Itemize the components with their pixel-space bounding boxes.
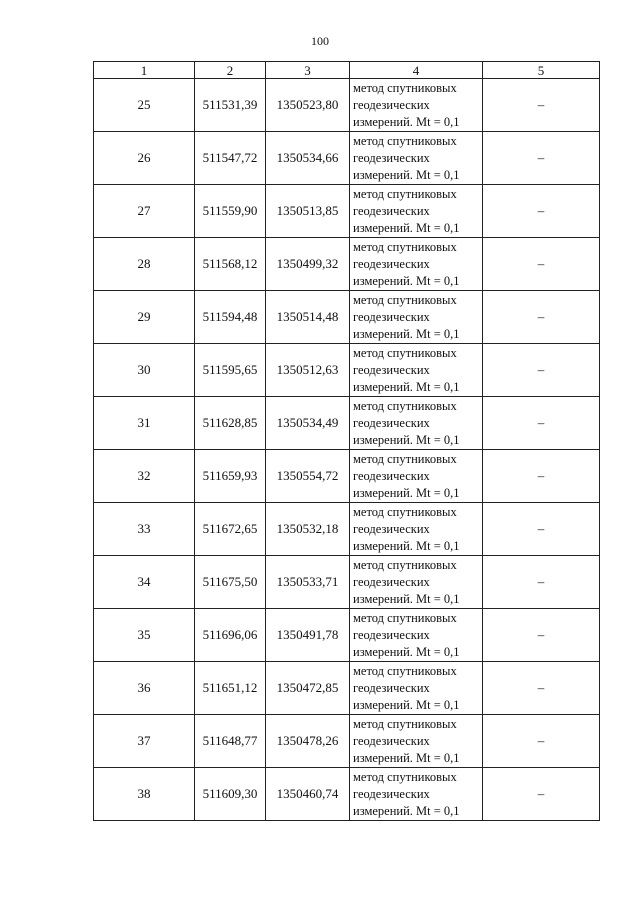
table-row bbox=[94, 397, 600, 450]
note-cell: – bbox=[483, 185, 600, 238]
table-row bbox=[94, 609, 600, 662]
x-coordinate-cell: 511651,12 bbox=[195, 662, 266, 715]
method-line: измерений. Mt = 0,1 bbox=[353, 485, 460, 500]
y-coordinate-cell: 1350534,66 bbox=[266, 132, 350, 185]
method-line: метод спутниковых bbox=[353, 451, 457, 466]
point-number-cell: 36 bbox=[94, 662, 195, 715]
method-cell bbox=[350, 556, 483, 609]
point-number-cell: 30 bbox=[94, 344, 195, 397]
method-line: геодезических bbox=[353, 733, 430, 748]
y-coordinate-cell: 1350554,72 bbox=[266, 450, 350, 503]
point-number-cell: 26 bbox=[94, 132, 195, 185]
table-row bbox=[94, 291, 600, 344]
method-cell bbox=[350, 291, 483, 344]
x-coordinate-cell: 511531,39 bbox=[195, 79, 266, 132]
method-cell bbox=[350, 132, 483, 185]
point-number-cell: 37 bbox=[94, 715, 195, 768]
method-line: метод спутниковых bbox=[353, 504, 457, 519]
method-line: измерений. Mt = 0,1 bbox=[353, 114, 460, 129]
method-line: измерений. Mt = 0,1 bbox=[353, 538, 460, 553]
column-header-5: 5 bbox=[483, 62, 600, 79]
point-number-cell: 25 bbox=[94, 79, 195, 132]
note-cell: – bbox=[483, 662, 600, 715]
point-number-cell: 33 bbox=[94, 503, 195, 556]
method-line: геодезических bbox=[353, 627, 430, 642]
method-line: измерений. Mt = 0,1 bbox=[353, 591, 460, 606]
x-coordinate-cell: 511559,90 bbox=[195, 185, 266, 238]
point-number-cell: 31 bbox=[94, 397, 195, 450]
method-line: измерений. Mt = 0,1 bbox=[353, 432, 460, 447]
method-line: геодезических bbox=[353, 786, 430, 801]
y-coordinate-cell: 1350514,48 bbox=[266, 291, 350, 344]
table-row bbox=[94, 556, 600, 609]
method-cell bbox=[350, 79, 483, 132]
method-line: геодезических bbox=[353, 203, 430, 218]
table-row bbox=[94, 715, 600, 768]
method-line: измерений. Mt = 0,1 bbox=[353, 644, 460, 659]
y-coordinate-cell: 1350523,80 bbox=[266, 79, 350, 132]
table-row bbox=[94, 185, 600, 238]
column-header-1: 1 bbox=[94, 62, 195, 79]
method-line: геодезических bbox=[353, 680, 430, 695]
note-cell: – bbox=[483, 450, 600, 503]
method-line: геодезических bbox=[353, 415, 430, 430]
note-cell: – bbox=[483, 397, 600, 450]
method-cell bbox=[350, 768, 483, 821]
method-cell bbox=[350, 185, 483, 238]
point-number-cell: 35 bbox=[94, 609, 195, 662]
x-coordinate-cell: 511547,72 bbox=[195, 132, 266, 185]
method-line: геодезических bbox=[353, 574, 430, 589]
method-line: измерений. Mt = 0,1 bbox=[353, 167, 460, 182]
x-coordinate-cell: 511675,50 bbox=[195, 556, 266, 609]
table-row bbox=[94, 503, 600, 556]
table-row bbox=[94, 768, 600, 821]
method-line: геодезических bbox=[353, 309, 430, 324]
point-number-cell: 32 bbox=[94, 450, 195, 503]
x-coordinate-cell: 511628,85 bbox=[195, 397, 266, 450]
y-coordinate-cell: 1350512,63 bbox=[266, 344, 350, 397]
method-line: измерений. Mt = 0,1 bbox=[353, 750, 460, 765]
note-cell: – bbox=[483, 609, 600, 662]
method-line: геодезических bbox=[353, 362, 430, 377]
note-cell: – bbox=[483, 79, 600, 132]
x-coordinate-cell: 511609,30 bbox=[195, 768, 266, 821]
x-coordinate-cell: 511696,06 bbox=[195, 609, 266, 662]
table-body bbox=[94, 79, 600, 821]
column-header-2: 2 bbox=[195, 62, 266, 79]
y-coordinate-cell: 1350534,49 bbox=[266, 397, 350, 450]
method-line: измерений. Mt = 0,1 bbox=[353, 697, 460, 712]
method-line: измерений. Mt = 0,1 bbox=[353, 273, 460, 288]
point-number-cell: 28 bbox=[94, 238, 195, 291]
page-number: 100 bbox=[311, 34, 329, 48]
y-coordinate-cell: 1350499,32 bbox=[266, 238, 350, 291]
y-coordinate-cell: 1350532,18 bbox=[266, 503, 350, 556]
table-row bbox=[94, 662, 600, 715]
note-cell: – bbox=[483, 132, 600, 185]
table-header-row bbox=[94, 62, 600, 79]
table-row bbox=[94, 132, 600, 185]
method-line: геодезических bbox=[353, 468, 430, 483]
x-coordinate-cell: 511595,65 bbox=[195, 344, 266, 397]
method-line: метод спутниковых bbox=[353, 345, 457, 360]
point-number-cell: 27 bbox=[94, 185, 195, 238]
method-line: метод спутниковых bbox=[353, 716, 457, 731]
column-header-3: 3 bbox=[266, 62, 350, 79]
method-line: измерений. Mt = 0,1 bbox=[353, 379, 460, 394]
point-number-cell: 29 bbox=[94, 291, 195, 344]
table-row bbox=[94, 344, 600, 397]
x-coordinate-cell: 511594,48 bbox=[195, 291, 266, 344]
method-line: метод спутниковых bbox=[353, 769, 457, 784]
method-cell bbox=[350, 344, 483, 397]
method-line: метод спутниковых bbox=[353, 663, 457, 678]
coordinates-table bbox=[93, 61, 600, 821]
point-number-cell: 38 bbox=[94, 768, 195, 821]
method-line: измерений. Mt = 0,1 bbox=[353, 803, 460, 818]
y-coordinate-cell: 1350478,26 bbox=[266, 715, 350, 768]
method-line: геодезических bbox=[353, 256, 430, 271]
note-cell: – bbox=[483, 715, 600, 768]
method-line: метод спутниковых bbox=[353, 292, 457, 307]
note-cell: – bbox=[483, 344, 600, 397]
x-coordinate-cell: 511568,12 bbox=[195, 238, 266, 291]
column-header-4: 4 bbox=[350, 62, 483, 79]
method-line: метод спутниковых bbox=[353, 133, 457, 148]
method-cell bbox=[350, 450, 483, 503]
note-cell: – bbox=[483, 238, 600, 291]
method-line: метод спутниковых bbox=[353, 557, 457, 572]
y-coordinate-cell: 1350533,71 bbox=[266, 556, 350, 609]
note-cell: – bbox=[483, 503, 600, 556]
point-number-cell: 34 bbox=[94, 556, 195, 609]
method-line: метод спутниковых bbox=[353, 610, 457, 625]
table-row bbox=[94, 450, 600, 503]
method-line: геодезических bbox=[353, 97, 430, 112]
method-cell bbox=[350, 503, 483, 556]
method-line: метод спутниковых bbox=[353, 80, 457, 95]
x-coordinate-cell: 511648,77 bbox=[195, 715, 266, 768]
table-row bbox=[94, 79, 600, 132]
x-coordinate-cell: 511672,65 bbox=[195, 503, 266, 556]
method-line: измерений. Mt = 0,1 bbox=[353, 220, 460, 235]
method-line: измерений. Mt = 0,1 bbox=[353, 326, 460, 341]
method-line: геодезических bbox=[353, 521, 430, 536]
note-cell: – bbox=[483, 768, 600, 821]
table-row bbox=[94, 238, 600, 291]
method-line: метод спутниковых bbox=[353, 186, 457, 201]
y-coordinate-cell: 1350460,74 bbox=[266, 768, 350, 821]
y-coordinate-cell: 1350513,85 bbox=[266, 185, 350, 238]
method-cell bbox=[350, 609, 483, 662]
y-coordinate-cell: 1350472,85 bbox=[266, 662, 350, 715]
method-cell bbox=[350, 662, 483, 715]
note-cell: – bbox=[483, 556, 600, 609]
method-cell bbox=[350, 238, 483, 291]
method-line: метод спутниковых bbox=[353, 239, 457, 254]
y-coordinate-cell: 1350491,78 bbox=[266, 609, 350, 662]
method-cell bbox=[350, 715, 483, 768]
method-line: метод спутниковых bbox=[353, 398, 457, 413]
method-line: геодезических bbox=[353, 150, 430, 165]
note-cell: – bbox=[483, 291, 600, 344]
x-coordinate-cell: 511659,93 bbox=[195, 450, 266, 503]
method-cell bbox=[350, 397, 483, 450]
